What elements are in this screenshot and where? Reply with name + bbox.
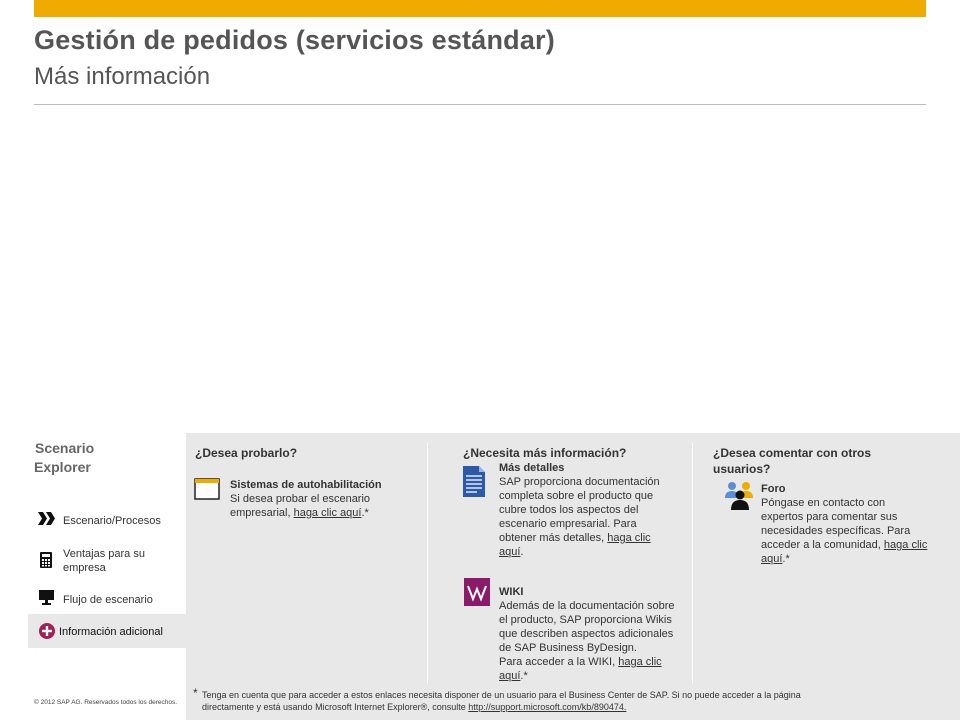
more-info-heading: ¿Necesita más información? [463, 446, 627, 460]
wiki-block: WIKI Además de la documentación sobre el producto, SAP proporciona Wikis que describen aspectos adicionales de SAP Business ByDesign. Para acceder a la WIKI, haga clic aquí.* [499, 586, 675, 682]
forum-block: Foro Póngase en contacto con expertos para comentar sus necesidades específicas. Para acceder a la comunidad, haga clic aquí.* [761, 483, 928, 565]
more-details-link-cont[interactable]: aquí [499, 546, 521, 558]
window-icon [194, 478, 220, 505]
plus-circle-icon [39, 623, 55, 643]
users-icon [724, 481, 754, 516]
nav-item-label: Escenario/Procesos [63, 515, 161, 527]
nav-item-label: Información adicional [59, 626, 163, 638]
column-divider [692, 443, 693, 683]
try-it-heading: ¿Desea probarlo? [195, 446, 298, 460]
calculator-icon [40, 552, 52, 572]
nav-item-label: Ventajas para su empresa [63, 548, 145, 574]
nav-item-ventajas[interactable] [28, 546, 186, 576]
self-enablement-link[interactable]: haga clic aquí [293, 507, 362, 519]
self-enablement-block: Sistemas de autohabilitación Si desea probar el escenario empresarial, haga clic aquí.* [230, 479, 382, 519]
scenario-explorer-title: Scenario Explorer [34, 440, 95, 475]
nav-item-informacion-adicional[interactable] [28, 614, 186, 648]
title-divider [34, 104, 926, 105]
page-subtitle: Más información [34, 63, 211, 90]
wiki-link-cont[interactable]: aquí [499, 670, 521, 682]
footnote: * Tenga en cuenta que para acceder a estos enlaces necesita disponer de un usuario para el Business Center de SAP. Si no puede acceder a la página directamente y está usando Microsoft Internet Explorer®, consulte http://support.microsoft.com/kb/890474. [193, 686, 801, 712]
page-title: Gestión de pedidos (servicios estándar) [34, 25, 555, 55]
monitor-icon [39, 590, 54, 609]
wiki-icon [464, 578, 490, 611]
nav-item-flujo-escenario[interactable] [28, 590, 186, 608]
column-divider [427, 443, 428, 683]
more-details-block: Más detalles SAP proporciona documentación completa sobre el producto que cubre todos los aspectos del escenario empresarial. Para obtener más detalles, haga clic aquí. [499, 462, 660, 558]
nav-item-escenario-procesos[interactable] [28, 512, 186, 530]
top-accent-bar [34, 0, 926, 17]
chevrons-icon [38, 512, 56, 529]
forum-link[interactable]: haga clic [883, 539, 928, 551]
more-details-link[interactable]: haga clic [607, 532, 651, 544]
microsoft-support-link[interactable]: http://support.microsoft.com/kb/890474. [468, 702, 627, 712]
copyright: © 2012 SAP AG. Reservados todos los derechos. [34, 699, 178, 706]
document-icon [463, 466, 485, 502]
comment-heading: ¿Desea comentar con otros usuarios? [713, 446, 872, 476]
nav-item-label: Flujo de escenario [63, 594, 153, 606]
wiki-link[interactable]: haga clic [618, 656, 662, 668]
forum-link-cont[interactable]: aquí [761, 553, 783, 565]
